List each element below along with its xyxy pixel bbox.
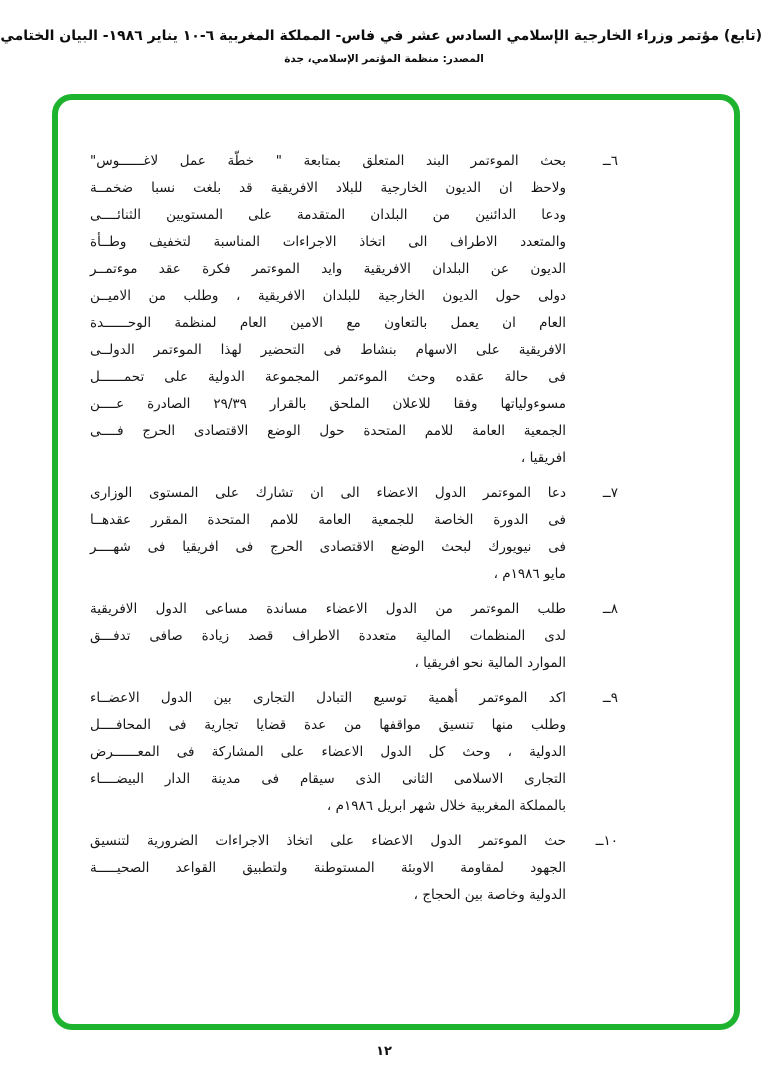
item-line: الجمعية العامة للامم المتحدة حول الوضع الاقتصادى الحرج فــــى [90, 423, 566, 439]
item-text [90, 685, 566, 820]
numbered-item-10 [90, 828, 618, 909]
document-title: (تابع) مؤتمر وزراء الخارجية الإسلامي السادس عشر في فاس- المملكة المغربية ٦-١٠ يناير ١٩٨٦- البيان الختامي [0, 28, 762, 44]
numbered-item-9 [90, 685, 618, 820]
item-text [90, 828, 566, 909]
source-line: المصدر: منظمة المؤتمر الإسلامي، جدة [284, 53, 484, 65]
document-body [90, 148, 618, 917]
item-line: الافريقية على الاسهام بنشاط فى التحضير لهذا الموءتمر الدولــى [90, 342, 566, 358]
item-line: والمتعدد الاطراف الى اتخاذ الاجراءات المناسبة لتخفيف وطــأة [90, 234, 566, 250]
item-number: ١٠ــ [595, 833, 618, 849]
page-number: ١٢ [376, 1044, 392, 1059]
item-line: ولاحظ ان الديون الخارجية للبلاد الافريقية قد بلغت نسبا ضخمــة [90, 180, 566, 196]
document-header [0, 28, 762, 65]
item-line: لدى المنظمات المالية متعددة الاطراف قصد زيادة صافى تدفـــق [90, 628, 566, 644]
item-line: الديون عن البلدان الافريقية وايد الموءتمر فكرة عقد موءتمــر [90, 261, 566, 277]
item-text [90, 480, 566, 588]
item-line: دعا الموءتمر الدول الاعضاء الى ان تشارك على المستوى الوزارى [90, 485, 566, 501]
item-line: التجارى الاسلامى الثانى الذى سيقام فى مدينة الدار البيضــــاء [90, 771, 566, 787]
item-line: افريقيا ، [520, 450, 566, 466]
item-number: ٩ــ [602, 690, 618, 706]
item-line: الدولية وخاصة بين الحجاج ، [413, 887, 566, 903]
numbered-item-7 [90, 480, 618, 588]
item-line: مايو ١٩٨٦م ، [493, 566, 566, 582]
item-line: دولى حول الديون الخارجية للبلدان الافريقية ، وطلب من الاميــن [90, 288, 566, 304]
item-line: ودعا الدائنين من البلدان المتقدمة على المستويين الثنائــــى [90, 207, 566, 223]
item-line: وطلب منها تنسيق مواقفها من عدة قضايا تجارية فى المحافــــل [90, 717, 566, 733]
item-line: الجهود لمقاومة الاوبئة المستوطنة ولتطبيق القواعد الصحيـــــة [90, 860, 566, 876]
item-number: ٧ــ [602, 485, 618, 501]
item-line: مسوءولياتها وفقا للاعلان الملحق بالقرار ٢٩/٣٩ الصادرة عــــن [90, 396, 567, 412]
numbered-item-6 [90, 148, 618, 472]
item-line: العام ان يعمل بالتعاون مع الامين العام لمنظمة الوحــــــدة [90, 315, 566, 331]
item-line: بحث الموءتمر البند المتعلق بمتابعة " خطّة عمل لاغــــــوس" [90, 153, 566, 169]
item-number: ٦ــ [602, 153, 618, 169]
item-text [90, 596, 566, 677]
numbered-item-8 [90, 596, 618, 677]
item-line: فى حالة عقده وحث الموءتمر المجموعة الدولية على تحمــــــل [90, 369, 566, 385]
item-line: فى الدورة الخاصة للجمعية العامة للامم المتحدة المقرر عقدهــا [90, 512, 566, 528]
item-number: ٨ــ [602, 601, 618, 617]
item-line: فى نيويورك لبحث الوضع الاقتصادى الحرج فى افريقيا فى شهــــر [90, 539, 566, 555]
item-line: طلب الموءتمر من الدول الاعضاء مساندة مساعى الدول الافريقية [90, 601, 566, 617]
item-line: الدولية ، وحث كل الدول الاعضاء على المشاركة فى المعــــــرض [90, 744, 566, 760]
item-line: اكد الموءتمر أهمية توسيع التبادل التجارى بين الدول الاعضــاء [90, 690, 566, 706]
item-text [90, 148, 566, 472]
item-line: حث الموءتمر الدول الاعضاء على اتخاذ الاجراءات الضرورية لتنسيق [90, 833, 566, 849]
item-line: بالمملكة المغربية خلال شهر ابريل ١٩٨٦م ، [326, 798, 566, 814]
item-line: الموارد المالية نحو افريقيا ، [414, 655, 566, 671]
